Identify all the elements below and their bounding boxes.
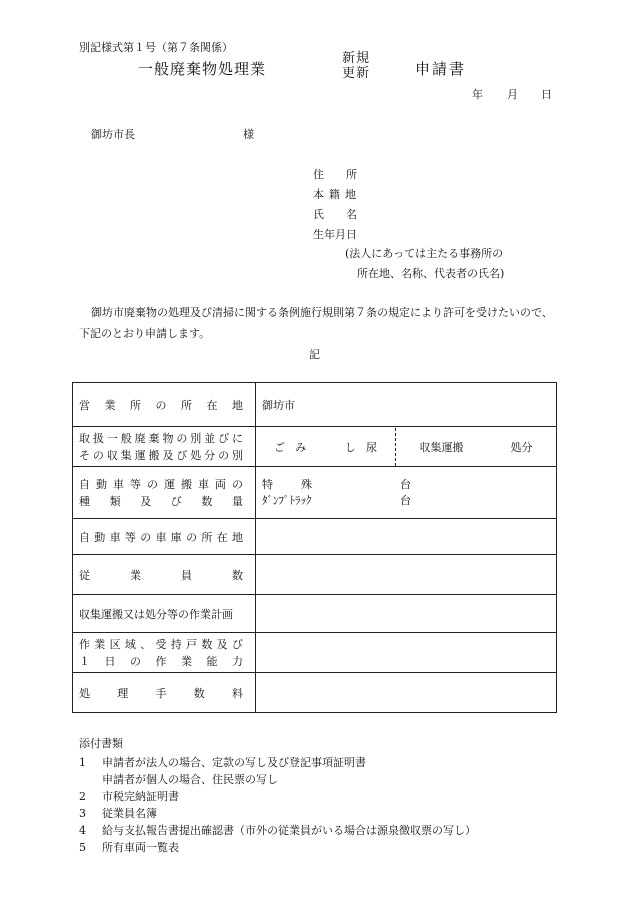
label-processing-fee: 処 理 手 数 料 xyxy=(73,673,256,713)
value-employees[interactable] xyxy=(256,555,557,595)
applicant-address-label: 住 所 xyxy=(313,168,357,181)
label-vehicles: 自 動 車 等 の 運 搬 車 両 の 種 類 及 び 数 量 xyxy=(73,467,256,519)
applicant-note-line2: 所在地、名称、代表者の氏名) xyxy=(357,267,505,280)
applicant-name-label: 氏 名 xyxy=(313,208,357,221)
vehicle-special: 特 殊 台 xyxy=(262,477,411,491)
row-garage-location xyxy=(73,519,557,555)
row-vehicles xyxy=(73,467,557,519)
date-day-label: 日 xyxy=(541,88,552,101)
vehicle-dump-truck: ﾀﾞﾝﾌﾟﾄﾗｯｸ 台 xyxy=(262,493,411,507)
title-option-stack xyxy=(342,51,392,81)
option-disposal[interactable]: 処分 xyxy=(510,440,533,454)
addressee-name: 御坊市長 xyxy=(91,128,135,141)
ki-marker: 記 xyxy=(309,348,320,361)
value-garage-location[interactable] xyxy=(256,519,557,555)
value-waste-type xyxy=(256,427,557,467)
title-main: 一般廃棄物処理業 xyxy=(138,60,267,78)
label-work-area: 作 業 区 域 、 受 持 戸 数 及 び １ 日 の 作 業 能 力 xyxy=(73,633,256,673)
waste-kind-options[interactable]: ご み し 尿 xyxy=(256,428,396,466)
attachments-heading: 添付書類 xyxy=(79,737,123,750)
label-waste-type: 取 扱 一 般 廃 棄 物 の 別 並 び に そ の 収 集 運 搬 及 び 処 分 の 別 xyxy=(73,427,256,467)
form-identifier: 別記様式第１号（第７条関係） xyxy=(79,41,233,54)
attachment-item-3: 3 従業員名簿 xyxy=(79,807,157,820)
value-processing-fee[interactable] xyxy=(256,673,557,713)
label-garage-location: 自 動 車 等 の 車 庫 の 所 在 地 xyxy=(73,519,256,555)
label-business-location: 営 業 所 の 所 在 地 xyxy=(73,383,256,427)
row-business-location xyxy=(73,383,557,427)
value-work-area[interactable] xyxy=(256,633,557,673)
row-work-area xyxy=(73,633,557,673)
option-collection[interactable]: 収集運搬 xyxy=(419,440,464,454)
applicant-birthdate-label: 生年月日 xyxy=(313,228,357,241)
attachment-item-2: 2 市税完納証明書 xyxy=(79,790,179,803)
date-month-label: 月 xyxy=(507,88,518,101)
title-option-new: 新規 xyxy=(342,51,371,66)
application-statement: 御坊市廃棄物の処理及び清掃に関する条例施行規則第７条の規定により許可を受けたいので、下記のとおり申請します。 xyxy=(79,306,553,340)
row-work-plan xyxy=(73,595,557,633)
label-employees: 従 業 員 数 xyxy=(73,555,256,595)
title-option-renew: 更新 xyxy=(342,66,371,81)
row-waste-type xyxy=(73,427,557,467)
date-year-label: 年 xyxy=(472,88,483,101)
attachment-item-5: 5 所有車両一覧表 xyxy=(79,841,179,854)
value-business-location[interactable]: 御坊市 xyxy=(256,383,557,427)
value-vehicles[interactable] xyxy=(256,467,557,519)
label-work-plan: 収集運搬又は処分等の作業計画 xyxy=(73,595,256,633)
row-employees xyxy=(73,555,557,595)
addressee-honorific: 様 xyxy=(243,128,254,141)
applicant-domicile-label: 本 籍 地 xyxy=(313,188,356,201)
attachment-item-1b: 申請者が個人の場合、住民票の写し xyxy=(102,773,278,786)
applicant-note-line1: (法人にあっては主たる事務所の xyxy=(345,247,504,260)
row-processing-fee xyxy=(73,673,557,713)
application-table xyxy=(72,382,557,713)
attachment-item-1: 1 申請者が法人の場合、定款の写し及び登記事項証明書 xyxy=(79,756,366,769)
attachment-item-4: 4 給与支払報告書提出確認書（市外の従業員がいる場合は源泉徴収票の写し） xyxy=(79,824,476,837)
value-work-plan[interactable] xyxy=(256,595,557,633)
title-suffix: 申請書 xyxy=(415,60,467,78)
